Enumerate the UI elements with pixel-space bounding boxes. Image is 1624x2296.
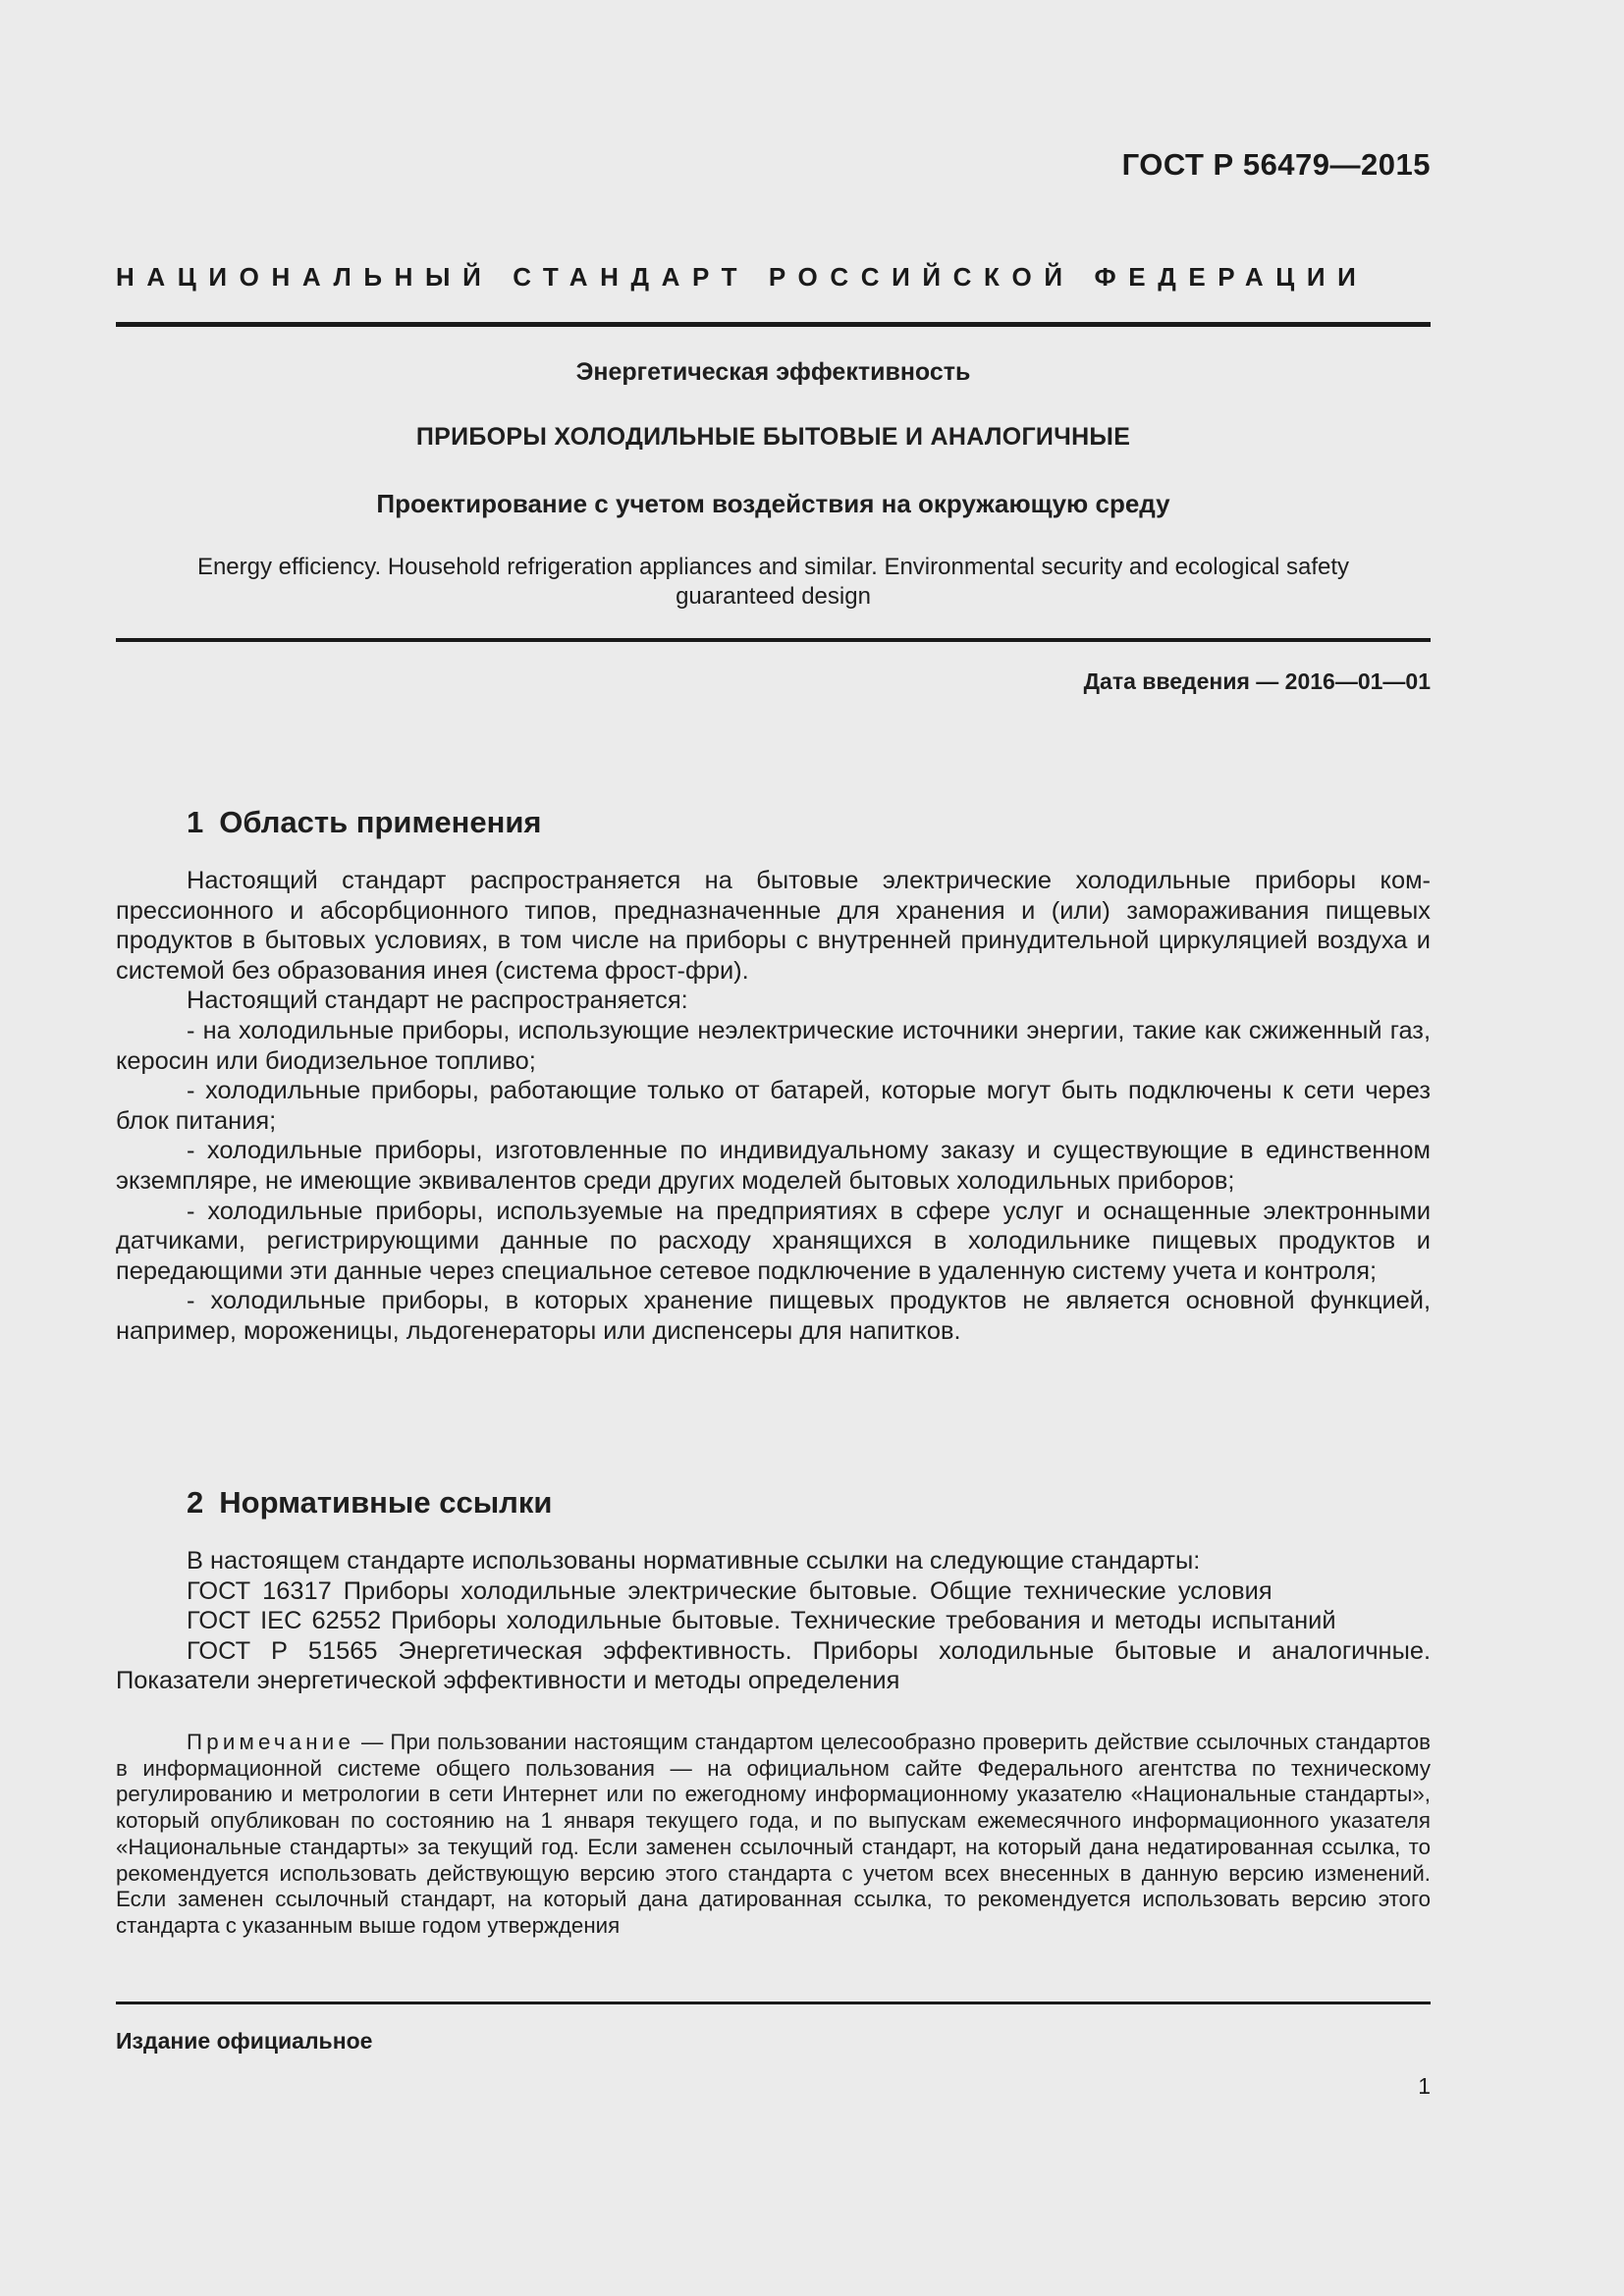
section-1-paragraph: Настоящий стандарт не распространяется:: [187, 987, 688, 1015]
section-1-list-item: - холодильные приборы, работающие только от батарей, которые могут быть подключены к сети через блок питания;: [116, 1077, 1431, 1135]
reference-item: ГОСТ 16317 Приборы холодильные электрические бытовые. Общие технические условия: [187, 1576, 1272, 1605]
title-sub: Проектирование с учетом воздействия на окружающую среду: [376, 489, 1170, 518]
section-1-list-item: - холодильные приборы, используемые на предприятиях в сфере услуг и оснащенные электронными датчиками, регистрирующими данные по расходу хранящихся в холодильнике пищевых продуктов и передающими эти данные через специальное сетевое подключение в удаленную систему учета и контроля;: [116, 1197, 1431, 1285]
document-code: ГОСТ Р 56479—2015: [1121, 147, 1431, 182]
section-2-heading: [116, 1483, 1431, 1522]
references-lead: В настоящем стандарте использованы нормативные ссылки на следующие стандарты:: [187, 1547, 1201, 1575]
section-2-title: Нормативные ссылки: [219, 1485, 553, 1520]
title-divider: [116, 638, 1431, 642]
reference-item: ГОСТ Р 51565 Энергетическая эффективность. Приборы холодильные бытовые и аналогичные. Показатели энергетической эффективности и методы определения: [116, 1636, 1431, 1695]
section-1-paragraph: Настоящий стандарт распространяется на бытовые электрические холодильные приборы компрессионного и абсорбционного типов, предназначенные для хранения и (или) замораживания пищевых продуктов в бытовых условиях, в том числе на приборы с внутренней принудительной циркуляцией воздуха и системой без образования инея (система фрост-фри).: [116, 867, 1431, 985]
top-divider: [116, 322, 1431, 327]
title-main: ПРИБОРЫ ХОЛОДИЛЬНЫЕ БЫТОВЫЕ И АНАЛОГИЧНЫЕ: [415, 423, 1131, 451]
section-2-body: [116, 1546, 1431, 1696]
note-text: — При пользовании настоящим стандартом целесообразно проверить действие ссылочных стандартов в информационной системе общего пользования — на официальном сайте Федерального агентства по техническому регулированию и метрологии в сети Интернет или по ежегодному информационному указателю «Национальные стандарты», который опубликован по состоянию на 1 января текущего года, и по выпускам ежемесячного информационного указателя «Национальные стандарты» за текущий год. Если заменен ссылочный стандарт, на который дана недатированная ссылка, то рекомендуется использовать действующую версию этого стандарта с учетом всех внесенных в данную версию изменений. Если заменен ссылочный стандарт, на который дана датированная ссылка, то рекомендуется использовать версию этого стандарта с указанным выше годом утверждения: [116, 1730, 1431, 1938]
section-1-list-item: - холодильные приборы, изготовленные по индивидуальному заказу и существующие в единственном экземпляре, не имеющие эквивалентов среди других моделей бытовых холодильных приборов;: [116, 1137, 1431, 1195]
section-1-list-item: - холодильные приборы, в которых хранение пищевых продуктов не является основной функцией, например, мороженицы, льдогенераторы или диспенсеры для напитков.: [116, 1287, 1431, 1345]
references-note: [116, 1730, 1431, 1940]
footer-divider: [116, 2002, 1431, 2004]
section-1: [116, 803, 1431, 842]
section-1-list-item: - на холодильные приборы, использующие неэлектрические источники энергии, такие как сжиженный газ, керосин или биодизельное топливо;: [116, 1016, 1431, 1075]
section-2-number: 2: [187, 1485, 204, 1520]
section-1-heading: [116, 803, 1431, 842]
section-1-title: Область применения: [219, 805, 542, 839]
title-category: Энергетическая эффективность: [575, 358, 971, 386]
edition-label: Издание официальное: [116, 2028, 373, 2054]
note-label: Примечание: [187, 1730, 355, 1754]
reference-item: ГОСТ IEC 62552 Приборы холодильные бытовые. Технические требования и методы испытаний: [187, 1607, 1336, 1635]
section-1-body: [116, 866, 1431, 1347]
section-1-number: 1: [187, 805, 204, 839]
page-number: 1: [1418, 2073, 1431, 2099]
national-standard-banner: НАЦИОНАЛЬНЫЙ СТАНДАРТ РОССИЙСКОЙ ФЕДЕРАЦИИ: [116, 262, 1369, 292]
intro-date: Дата введения — 2016—01—01: [1083, 668, 1431, 694]
section-2: [116, 1483, 1431, 1522]
title-english: Energy efficiency. Household refrigeration appliances and similar. Environmental security and ecological safety guaranteed design: [196, 554, 1350, 610]
